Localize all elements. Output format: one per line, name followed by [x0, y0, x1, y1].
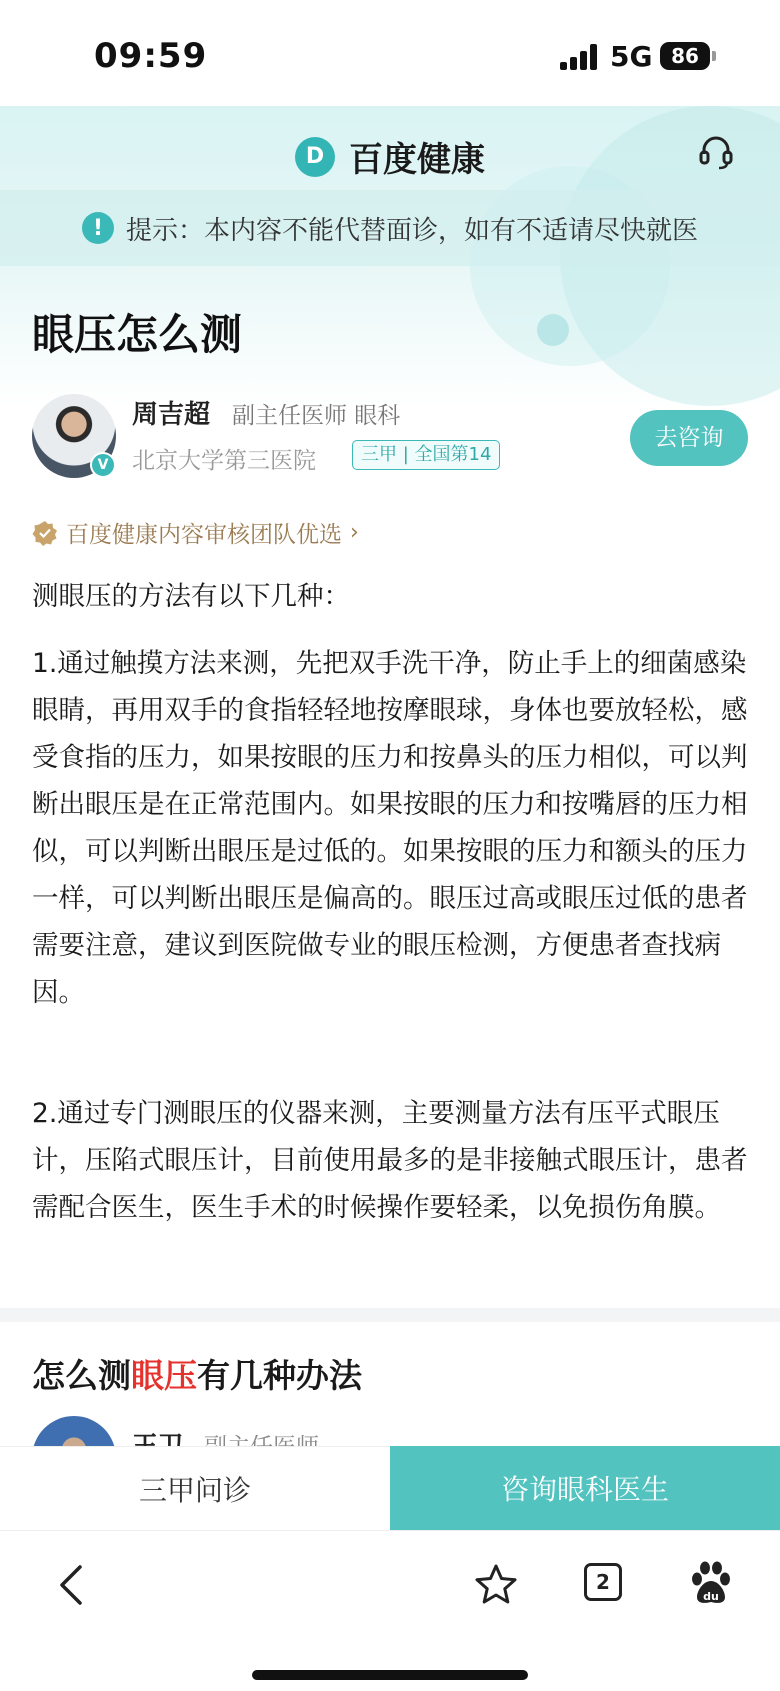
battery-tip — [712, 51, 716, 61]
section-divider — [0, 1308, 780, 1322]
brand-name: 百度健康 — [349, 140, 485, 180]
status-bar — [0, 0, 780, 106]
bottom-action-bar — [0, 1446, 780, 1530]
brand[interactable] — [0, 132, 780, 178]
notice-text: 提示：本内容不能代替面诊，如有不适请尽快就医 — [125, 215, 698, 246]
baidu-paw-icon[interactable] — [688, 1559, 734, 1607]
related-title-suffix: 有几种办法 — [197, 1356, 362, 1395]
hospital-name: 北京大学第三医院 — [132, 448, 316, 474]
status-time: 09:59 — [94, 36, 208, 76]
verified-badge-icon: V — [90, 452, 116, 478]
tabs-icon[interactable]: 2 — [584, 1563, 622, 1601]
network-label: 5G — [610, 40, 653, 73]
article-paragraph: 1.通过触摸方法来测，先把双手洗干净，防止手上的细菌感染眼睛，再用双手的食指轻轻地按摩眼球，身体也要放轻松，感受食指的压力，如果按眼的压力和按鼻头的压力相似，可以判断出眼压是在正常范围内。如果按眼的压力和按嘴唇的压力相似，可以判断出眼压是过低的。如果按眼的压力和额头的压力一样，可以判断出眼压是偏高的。眼压过高或眼压过低的患者需要注意，建议到医院做专业的眼压检测，方便患者查找病因。 — [32, 648, 748, 1008]
battery-icon: 86 — [660, 42, 710, 70]
review-team-link[interactable] — [32, 516, 359, 549]
author-card[interactable] — [32, 394, 748, 480]
article-paragraph: 测眼压的方法有以下几种： — [32, 581, 350, 612]
doctor-name[interactable]: 周吉超 — [132, 400, 211, 430]
baidu-health-logo-icon: D — [295, 137, 335, 177]
top-hospital-consult-button[interactable]: 三甲问诊 — [0, 1446, 390, 1530]
back-icon[interactable] — [50, 1561, 94, 1609]
consult-button[interactable]: 去咨询 — [630, 410, 748, 466]
chevron-right-icon: › — [350, 520, 359, 545]
home-indicator — [252, 1670, 528, 1680]
medical-notice-bar — [0, 190, 780, 266]
signal-icon — [560, 44, 600, 70]
customer-service-headset-icon[interactable] — [696, 132, 736, 172]
consult-ophthalmologist-button[interactable]: 咨询眼科医生 — [390, 1446, 780, 1530]
browser-toolbar — [0, 1530, 780, 1691]
svg-text:du: du — [703, 1590, 719, 1603]
doctor-title: 副主任医师 眼科 — [232, 403, 401, 429]
quality-badge-icon — [32, 520, 58, 546]
related-article-title[interactable] — [32, 1350, 362, 1397]
related-title-prefix: 怎么测 — [32, 1356, 131, 1395]
exclamation-icon: ! — [82, 212, 114, 244]
decorative-dot — [537, 314, 569, 346]
hospital-rank-badge: 三甲 | 全国第14 — [352, 440, 500, 470]
article-paragraph: 2.通过专门测眼压的仪器来测，主要测量方法有压平式眼压计，压陷式眼压计，目前使用最多的是非接触式眼压计，患者需配合医生，医生手术的时候操作要轻柔，以免损伤角膜。 — [32, 1098, 748, 1223]
page-title: 眼压怎么测 — [32, 310, 243, 359]
related-title-highlight: 眼压 — [131, 1356, 197, 1395]
star-icon[interactable] — [472, 1561, 520, 1609]
review-label: 百度健康内容审核团队优选 — [66, 522, 342, 548]
